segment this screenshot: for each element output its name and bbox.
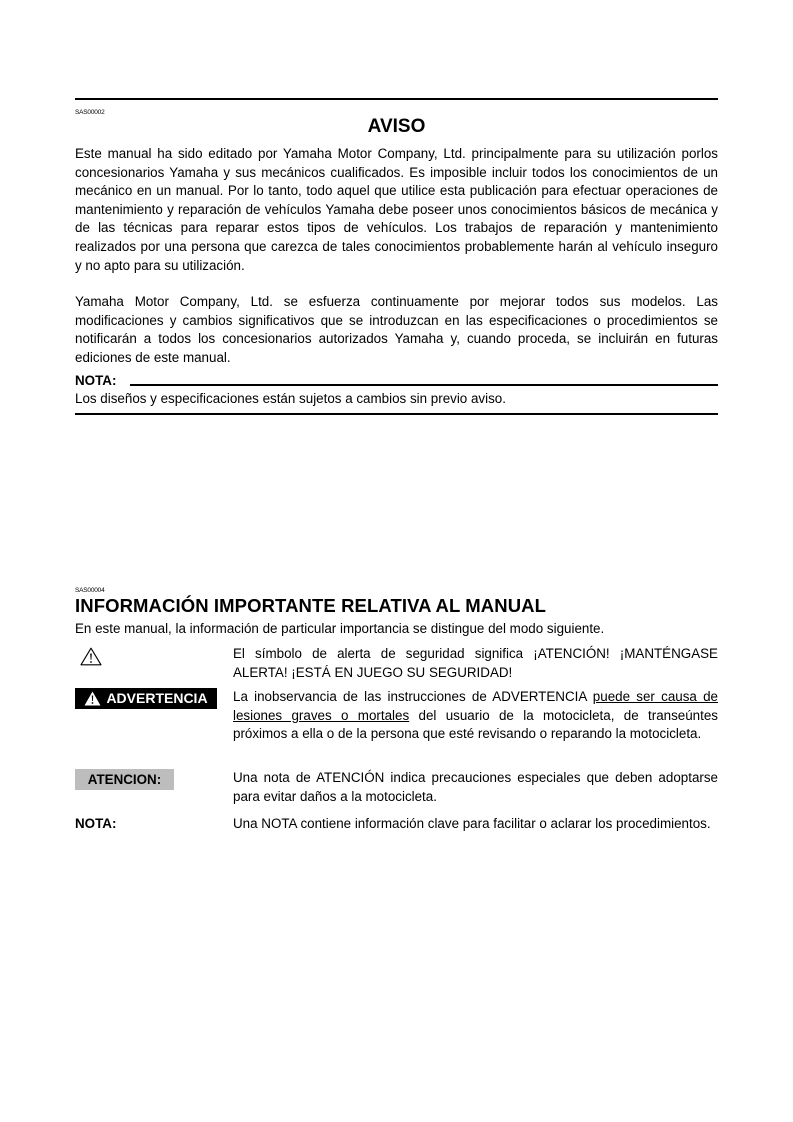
nota-text: Los diseños y especificaciones están sujetos a cambios sin previo aviso. bbox=[75, 391, 506, 406]
section-code-info: SAS00004 bbox=[75, 587, 105, 594]
warning-triangle-icon bbox=[80, 647, 102, 666]
nota-term: NOTA: bbox=[75, 816, 117, 831]
advertencia-badge bbox=[75, 688, 217, 709]
top-rule bbox=[75, 98, 718, 100]
nota-description: Una NOTA contiene información clave para facilitar o aclarar los procedimientos. bbox=[233, 816, 711, 831]
nota-label: NOTA: bbox=[75, 373, 117, 388]
advertencia-description bbox=[233, 688, 718, 744]
alert-symbol-description: El símbolo de alerta de seguridad significa ¡ATENCIÓN! ¡MANTÉNGASE ALERTA! ¡ESTÁ EN JUEGO SU SEGURIDAD! bbox=[233, 646, 718, 680]
atencion-description: Una nota de ATENCIÓN indica precauciones especiales que deben adoptarse para evitar daños a la motocicleta. bbox=[233, 770, 718, 804]
warning-triangle-icon bbox=[84, 691, 101, 706]
aviso-title: AVISO bbox=[367, 116, 426, 137]
info-intro: En este manual, la información de particular importancia se distingue del modo siguiente. bbox=[75, 621, 605, 636]
atencion-badge: ATENCION: bbox=[75, 769, 174, 790]
info-title: INFORMACIÓN IMPORTANTE RELATIVA AL MANUAL bbox=[75, 595, 547, 616]
bottom-rule bbox=[75, 413, 718, 415]
aviso-paragraph-2: Yamaha Motor Company, Ltd. se esfuerza continuamente por mejorar todos sus modelos. Las modificaciones y cambios significativos que se introduzcan en las especificaciones o procedimientos se notificarán a todos los concesionarios autorizados Yamaha y, cuando proceda, se incluirán en futuras ediciones de este manual. bbox=[75, 294, 718, 365]
advertencia-description-pre: La inobservancia de las instrucciones de ADVERTENCIA bbox=[233, 689, 593, 704]
aviso-paragraph-1: Este manual ha sido editado por Yamaha Motor Company, Ltd. principalmente para su utilización porlos concesionarios Yamaha y sus mecánicos cualificados. Es imposible incluir todos los conocimientos de un mecánico en un manual. Por lo tanto, todo aquel que utilice esta publicación para efectuar operaciones de mantenimiento y reparación de vehículos Yamaha debe poseer unos conocimientos básicos de mecánica y de las técnicas para reparar estos tipos de vehículos. Los trabajos de reparación y mantenimiento realizados por una persona que carezca de tales conocimientos probablemente harán al vehículo inseguro y no apto para su utilización. bbox=[75, 146, 718, 273]
nota-rule bbox=[130, 384, 718, 386]
nota-header bbox=[75, 373, 718, 389]
advertencia-label: ADVERTENCIA bbox=[106, 690, 208, 706]
advertencia-description-underlined: puede ser causa de lesiones graves o mortales bbox=[233, 689, 718, 723]
advertencia-description-post: del usuario de la motocicleta, de transeúntes próximos a ella o de la persona que esté revisando o reparando la motocicleta. bbox=[233, 707, 718, 742]
section-code-aviso: SAS00002 bbox=[75, 109, 105, 116]
